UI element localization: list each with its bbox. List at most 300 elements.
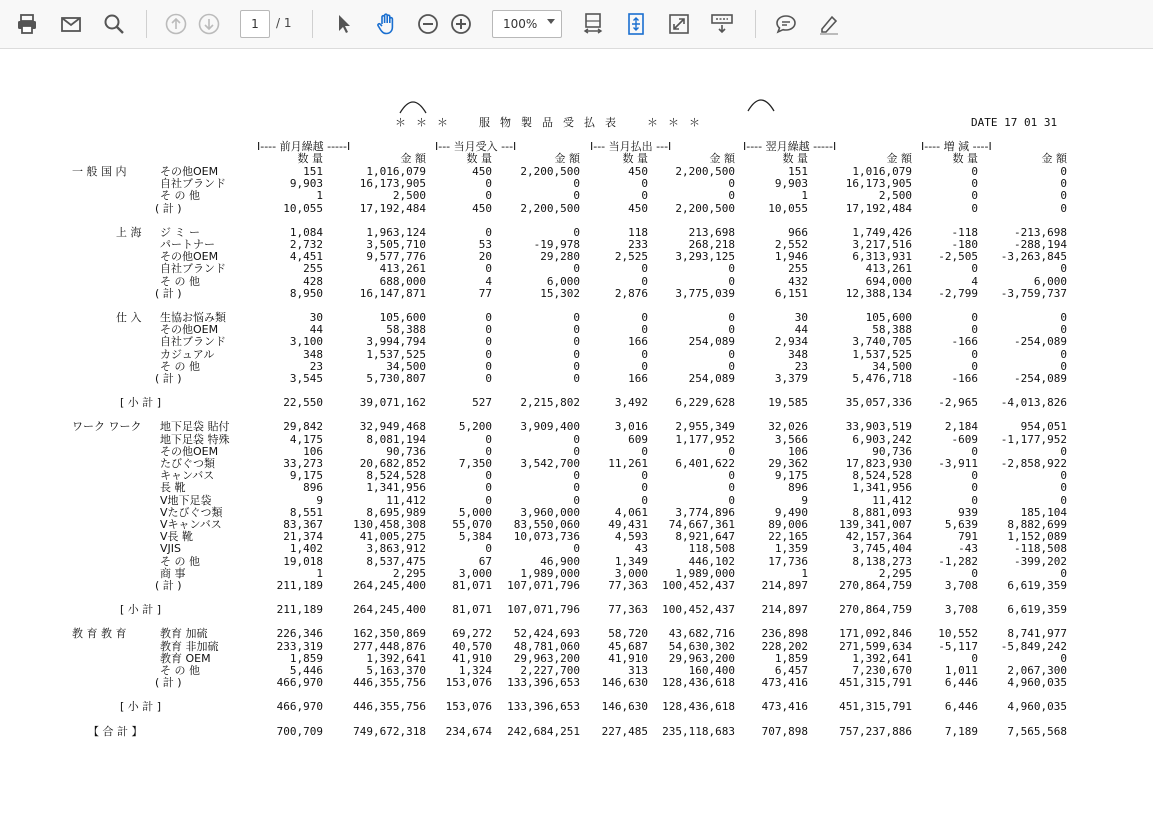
table-cell: 7,230,670 <box>852 664 912 677</box>
item-label: 教育 OEM <box>160 651 211 665</box>
table-cell: 12,388,134 <box>845 286 912 300</box>
table-cell: 41,910 <box>608 651 648 665</box>
column-group-header: I--- 当月払出 ---I <box>590 140 672 153</box>
table-cell: 3,566 <box>774 432 808 446</box>
table-cell: 3,016 <box>614 420 648 434</box>
table-cell: 0 <box>1060 651 1067 665</box>
table-cell: 16,173,905 <box>359 177 426 191</box>
table-cell: 5,163,370 <box>366 664 426 677</box>
item-label: V長 靴 <box>160 530 194 544</box>
table-cell: 7,350 <box>458 457 492 470</box>
table-cell: 6,457 <box>774 664 808 677</box>
table-cell: 446,355,756 <box>353 676 426 690</box>
table-cell: 3,960,000 <box>520 505 580 519</box>
table-cell: -166 <box>951 372 978 385</box>
table-cell: -118,508 <box>1014 542 1067 556</box>
table-cell: 0 <box>573 189 580 203</box>
table-cell: 1,341,956 <box>366 481 426 495</box>
table-cell: 171,092,846 <box>839 627 912 641</box>
table-cell: 29,963,200 <box>668 651 735 665</box>
table-cell: 160,400 <box>688 664 735 677</box>
table-cell: 30 <box>309 311 323 324</box>
column-header: 金 額 <box>400 152 426 165</box>
table-cell: 9,903 <box>774 177 808 191</box>
table-cell: 90,736 <box>386 444 426 458</box>
table-cell: 3,293,125 <box>675 250 735 264</box>
table-cell: 0 <box>1060 165 1067 178</box>
table-cell: 270,864,759 <box>839 579 912 592</box>
table-cell: 6,446 <box>944 700 978 714</box>
subtotal-label: [ 小 計 ] <box>120 396 162 410</box>
table-cell: 39,071,162 <box>359 396 426 410</box>
table-cell: 17,192,484 <box>359 201 426 215</box>
table-cell: 4,451 <box>289 250 323 264</box>
table-cell: 2,200,500 <box>675 201 735 215</box>
table-cell: 0 <box>485 493 492 507</box>
table-cell: 11,412 <box>386 493 426 507</box>
table-cell: 0 <box>641 347 648 361</box>
table-cell: 0 <box>641 481 648 495</box>
table-cell: -19,978 <box>533 238 580 251</box>
table-cell: 10,055 <box>283 201 323 215</box>
table-cell: 6,619,359 <box>1007 603 1067 617</box>
item-label: そ の 他 <box>160 359 200 373</box>
table-cell: 0 <box>728 262 735 276</box>
table-cell: 53 <box>478 238 492 251</box>
table-cell: 0 <box>573 432 580 446</box>
table-cell: 185,104 <box>1020 505 1067 519</box>
read-mode-icon[interactable] <box>706 8 738 40</box>
table-cell: 3,708 <box>944 579 978 592</box>
table-cell: 128,436,618 <box>662 676 735 690</box>
report-date: DATE 17 01 31 <box>971 116 1058 129</box>
table-cell: 16,173,905 <box>845 177 912 191</box>
table-cell: 1,016,079 <box>852 165 912 178</box>
item-label: 地下足袋 貼付 <box>160 420 230 434</box>
table-cell: 128,436,618 <box>662 700 735 714</box>
hand-tool-icon[interactable] <box>370 8 402 40</box>
table-cell: 213,698 <box>688 225 735 239</box>
item-label: そ の 他 <box>160 189 200 203</box>
table-cell: 451,315,791 <box>839 700 912 714</box>
table-cell: -213,698 <box>1014 225 1067 239</box>
table-cell: 428 <box>303 274 323 288</box>
zoom-value: 100% <box>503 17 538 31</box>
table-cell: 35,057,336 <box>845 396 912 410</box>
table-cell: 0 <box>641 469 648 483</box>
table-cell: 15,302 <box>540 286 580 300</box>
table-cell: 20,682,852 <box>359 457 426 470</box>
table-cell: 2,184 <box>944 420 978 434</box>
table-cell: 0 <box>728 189 735 203</box>
table-cell: 6,619,359 <box>1007 579 1067 592</box>
item-label: ( 計 ) <box>155 372 182 385</box>
table-cell: 0 <box>641 189 648 203</box>
table-cell: 2,215,802 <box>520 396 580 410</box>
report-title: ＊＊＊ 服物製品受払表 ＊＊＊ <box>395 116 710 129</box>
table-cell: 0 <box>573 311 580 324</box>
table-cell: 0 <box>573 542 580 556</box>
table-cell: 0 <box>1060 566 1067 580</box>
table-cell: 694,000 <box>865 274 912 288</box>
table-cell: 40,570 <box>452 639 492 653</box>
table-cell: 23 <box>309 359 323 373</box>
table-cell: 100,452,437 <box>662 579 735 592</box>
table-cell: 11,412 <box>872 493 912 507</box>
table-cell: 23 <box>794 359 808 373</box>
table-cell: 67 <box>478 554 492 568</box>
table-cell: 34,500 <box>386 359 426 373</box>
table-cell: 0 <box>485 481 492 495</box>
table-cell: 3,909,400 <box>520 420 580 434</box>
table-cell: 0 <box>971 323 978 337</box>
table-cell: -254,089 <box>1014 335 1067 349</box>
table-cell: 118 <box>628 225 648 239</box>
table-cell: 5,200 <box>458 420 492 434</box>
item-label: V地下足袋 <box>160 493 212 507</box>
table-cell: 49,431 <box>608 518 648 531</box>
column-header: 数 量 <box>782 152 808 165</box>
table-cell: 1,084 <box>289 225 323 239</box>
table-cell: 1,946 <box>774 250 808 264</box>
table-cell: 20 <box>478 250 492 264</box>
subtotal-label: [ 小 計 ] <box>120 603 162 617</box>
table-cell: -609 <box>951 432 978 446</box>
table-cell: 0 <box>971 493 978 507</box>
item-label: Vたびぐつ類 <box>160 505 223 519</box>
table-cell: 162,350,869 <box>353 627 426 641</box>
table-cell: 1,016,079 <box>366 165 426 178</box>
table-cell: 9,175 <box>774 469 808 483</box>
table-cell: 0 <box>728 493 735 507</box>
previous-page-icon[interactable] <box>160 8 192 40</box>
table-cell: 0 <box>485 323 492 337</box>
column-header: 数 量 <box>297 152 323 165</box>
table-cell: 146,630 <box>601 700 648 714</box>
table-cell: 277,448,876 <box>353 639 426 653</box>
category-label: 仕 入 <box>116 311 142 324</box>
table-cell: 0 <box>485 347 492 361</box>
table-cell: 214,897 <box>761 579 808 592</box>
table-cell: -3,911 <box>938 457 978 470</box>
table-cell: 9,175 <box>289 469 323 483</box>
table-cell: 1,359 <box>774 542 808 556</box>
table-cell: 1,392,641 <box>366 651 426 665</box>
table-cell: 77,363 <box>608 603 648 617</box>
table-cell: 43,682,716 <box>668 627 735 641</box>
table-cell: 151 <box>788 165 808 178</box>
table-cell: 0 <box>971 347 978 361</box>
category-label: ワーク ワーク <box>72 420 142 434</box>
comment-icon[interactable] <box>770 8 802 40</box>
table-cell: 45,687 <box>608 639 648 653</box>
table-cell: 0 <box>573 444 580 458</box>
table-cell: 139,341,007 <box>839 518 912 531</box>
item-label: VJIS <box>160 542 181 556</box>
table-cell: 19,585 <box>768 396 808 410</box>
table-cell: 10,055 <box>768 201 808 215</box>
table-cell: 17,823,930 <box>845 457 912 470</box>
table-cell: 8,882,699 <box>1007 518 1067 531</box>
table-cell: 22,165 <box>768 530 808 544</box>
table-cell: 0 <box>971 189 978 203</box>
table-cell: 46,900 <box>540 554 580 568</box>
table-cell: 954,051 <box>1020 420 1067 434</box>
table-cell: 0 <box>728 469 735 483</box>
table-cell: 609 <box>628 432 648 446</box>
table-cell: 0 <box>573 493 580 507</box>
table-cell: 1,749,426 <box>852 225 912 239</box>
item-label: 地下足袋 特殊 <box>160 432 230 446</box>
table-cell: 527 <box>472 396 492 410</box>
table-cell: 4,960,035 <box>1007 676 1067 690</box>
table-cell: -399,202 <box>1014 554 1067 568</box>
table-cell: 0 <box>971 566 978 580</box>
table-cell: 0 <box>485 262 492 276</box>
table-cell: -166 <box>951 335 978 349</box>
item-label: 自社ブランド <box>160 262 226 276</box>
table-cell: 226,346 <box>276 627 323 641</box>
column-header: 金 額 <box>709 152 735 165</box>
email-icon[interactable] <box>55 8 87 40</box>
table-cell: -118 <box>951 225 978 239</box>
table-cell: 0 <box>485 432 492 446</box>
table-cell: 4,960,035 <box>1007 700 1067 714</box>
table-cell: 146,630 <box>601 676 648 690</box>
table-cell: 0 <box>485 177 492 191</box>
item-label: その他OEM <box>160 323 219 337</box>
table-cell: 0 <box>728 311 735 324</box>
table-cell: 1,177,952 <box>675 432 735 446</box>
table-cell: 6,151 <box>774 286 808 300</box>
fit-width-icon[interactable] <box>577 8 609 40</box>
table-cell: 4,061 <box>614 505 648 519</box>
table-cell: 264,245,400 <box>353 579 426 592</box>
category-label: 上 海 <box>116 225 142 239</box>
item-label: 商 事 <box>160 566 186 580</box>
table-cell: 0 <box>573 359 580 373</box>
table-cell: 9 <box>316 493 323 507</box>
table-cell: 0 <box>485 311 492 324</box>
zoom-select[interactable] <box>492 10 562 38</box>
toolbar-separator <box>312 10 313 38</box>
table-cell: 2,500 <box>392 189 426 203</box>
table-cell: 8,695,989 <box>366 505 426 519</box>
table-cell: 0 <box>971 262 978 276</box>
table-cell: 700,709 <box>276 724 323 738</box>
table-cell: -5,117 <box>938 639 978 653</box>
table-cell: 2,552 <box>774 238 808 251</box>
item-label: ( 計 ) <box>155 579 182 592</box>
table-cell: 451,315,791 <box>839 676 912 690</box>
table-cell: 2,500 <box>878 189 912 203</box>
table-cell: 2,934 <box>774 335 808 349</box>
table-cell: 81,071 <box>452 579 492 592</box>
table-cell: 6,313,931 <box>852 250 912 264</box>
table-cell: -5,849,242 <box>1000 639 1067 653</box>
table-cell: 6,401,622 <box>675 457 735 470</box>
table-cell: 0 <box>641 444 648 458</box>
table-cell: 166 <box>628 372 648 385</box>
table-cell: 211,189 <box>276 603 323 617</box>
table-cell: 41,005,275 <box>359 530 426 544</box>
table-cell: 3,863,912 <box>366 542 426 556</box>
table-cell: 17,736 <box>768 554 808 568</box>
table-cell: 6,229,628 <box>675 396 735 410</box>
table-cell: 3,217,516 <box>852 238 912 251</box>
page-number-input[interactable]: 1 <box>240 10 270 38</box>
item-label: カジュアル <box>160 347 215 361</box>
table-cell: 791 <box>958 530 978 544</box>
table-cell: 16,147,871 <box>359 286 426 300</box>
table-cell: 8,741,977 <box>1007 627 1067 641</box>
item-label: 教育 非加硫 <box>160 639 219 653</box>
print-icon[interactable] <box>11 8 43 40</box>
table-cell: 30 <box>794 311 808 324</box>
subtotal-label: [ 小 計 ] <box>120 700 162 714</box>
table-cell: 1,537,525 <box>366 347 426 361</box>
table-cell: 233,319 <box>276 639 323 653</box>
item-label: ジ ミ ー <box>160 225 200 239</box>
table-cell: 0 <box>573 335 580 349</box>
table-cell: 3,775,039 <box>675 286 735 300</box>
table-cell: 105,600 <box>865 311 912 324</box>
table-cell: 118,508 <box>688 542 735 556</box>
highlight-pen-icon[interactable] <box>813 8 845 40</box>
zoom-in-icon[interactable] <box>445 8 477 40</box>
table-cell: 896 <box>303 481 323 495</box>
table-cell: -254,089 <box>1014 372 1067 385</box>
table-cell: 2,876 <box>614 286 648 300</box>
select-cursor-icon[interactable] <box>328 8 360 40</box>
table-cell: 54,630,302 <box>668 639 735 653</box>
table-cell: 1,392,641 <box>852 651 912 665</box>
table-cell: 0 <box>485 542 492 556</box>
table-cell: 83,367 <box>283 518 323 531</box>
table-cell: 446,102 <box>688 554 735 568</box>
table-cell: -180 <box>951 238 978 251</box>
item-label: たびぐつ類 <box>160 457 215 470</box>
table-cell: 130,458,308 <box>353 518 426 531</box>
table-cell: 151 <box>303 165 323 178</box>
table-cell: 688,000 <box>379 274 426 288</box>
table-cell: 0 <box>728 323 735 337</box>
table-cell: 939 <box>958 505 978 519</box>
table-cell: 749,672,318 <box>353 724 426 738</box>
table-cell: 0 <box>728 177 735 191</box>
table-cell: 4,175 <box>289 432 323 446</box>
table-cell: 473,416 <box>761 676 808 690</box>
chevron-down-icon <box>547 19 555 24</box>
table-cell: 58,388 <box>872 323 912 337</box>
fit-page-icon[interactable] <box>620 8 652 40</box>
item-label: キャンバス <box>160 469 215 483</box>
table-cell: 29,963,200 <box>513 651 580 665</box>
item-label: そ の 他 <box>160 554 200 568</box>
table-cell: 3,745,404 <box>852 542 912 556</box>
table-cell: 7,189 <box>944 724 978 738</box>
table-cell: 0 <box>641 359 648 373</box>
zoom-out-icon[interactable] <box>412 8 444 40</box>
table-cell: 29,842 <box>283 420 323 434</box>
table-cell: 450 <box>628 201 648 215</box>
column-header: 数 量 <box>466 152 492 165</box>
table-cell: -1,177,952 <box>1000 432 1067 446</box>
table-cell: 0 <box>728 347 735 361</box>
table-cell: 0 <box>1060 493 1067 507</box>
table-cell: 2,200,500 <box>675 165 735 178</box>
table-cell: -288,194 <box>1014 238 1067 251</box>
search-icon[interactable] <box>98 8 130 40</box>
table-cell: 32,026 <box>768 420 808 434</box>
table-cell: 133,396,653 <box>507 700 580 714</box>
table-cell: 4 <box>485 274 492 288</box>
table-cell: 9,903 <box>289 177 323 191</box>
table-cell: 5,476,718 <box>852 372 912 385</box>
table-cell: 1 <box>801 189 808 203</box>
table-cell: 254,089 <box>688 372 735 385</box>
table-cell: 29,280 <box>540 250 580 264</box>
table-cell: 1,989,000 <box>520 566 580 580</box>
table-cell: 3,505,710 <box>366 238 426 251</box>
table-cell: 3,740,705 <box>852 335 912 349</box>
full-screen-icon[interactable] <box>663 8 695 40</box>
column-header: 金 額 <box>554 152 580 165</box>
item-label: そ の 他 <box>160 664 200 677</box>
table-cell: 466,970 <box>276 676 323 690</box>
table-cell: 0 <box>971 651 978 665</box>
table-cell: 233 <box>628 238 648 251</box>
table-cell: 6,446 <box>944 676 978 690</box>
table-cell: 0 <box>971 481 978 495</box>
table-cell: 1,402 <box>289 542 323 556</box>
next-page-icon[interactable] <box>193 8 225 40</box>
table-cell: 5,446 <box>289 664 323 677</box>
table-cell: 83,550,060 <box>513 518 580 531</box>
table-cell: 0 <box>485 335 492 349</box>
table-cell: 3,994,794 <box>366 335 426 349</box>
table-cell: 8,921,647 <box>675 530 735 544</box>
table-cell: 268,218 <box>688 238 735 251</box>
table-cell: 1,349 <box>614 554 648 568</box>
table-cell: 9,490 <box>774 505 808 519</box>
table-cell: 32,949,468 <box>359 420 426 434</box>
table-cell: 466,970 <box>276 700 323 714</box>
table-cell: 2,525 <box>614 250 648 264</box>
table-cell: 44 <box>309 323 323 337</box>
table-cell: 0 <box>971 165 978 178</box>
table-cell: 10,552 <box>938 627 978 641</box>
table-cell: 44 <box>794 323 808 337</box>
item-label: ( 計 ) <box>155 201 182 215</box>
table-cell: 0 <box>573 323 580 337</box>
table-cell: 0 <box>641 323 648 337</box>
table-cell: 0 <box>485 359 492 373</box>
table-cell: -4,013,826 <box>1000 396 1067 410</box>
table-cell: 8,524,528 <box>852 469 912 483</box>
table-cell: 0 <box>971 311 978 324</box>
table-cell: 8,081,194 <box>366 432 426 446</box>
table-cell: 0 <box>1060 262 1067 276</box>
table-cell: 0 <box>728 359 735 373</box>
table-cell: 0 <box>485 225 492 239</box>
table-cell: 707,898 <box>761 724 808 738</box>
table-cell: 107,071,796 <box>507 579 580 592</box>
table-cell: 0 <box>485 189 492 203</box>
table-cell: 0 <box>485 372 492 385</box>
table-cell: 2,295 <box>392 566 426 580</box>
table-cell: 106 <box>303 444 323 458</box>
